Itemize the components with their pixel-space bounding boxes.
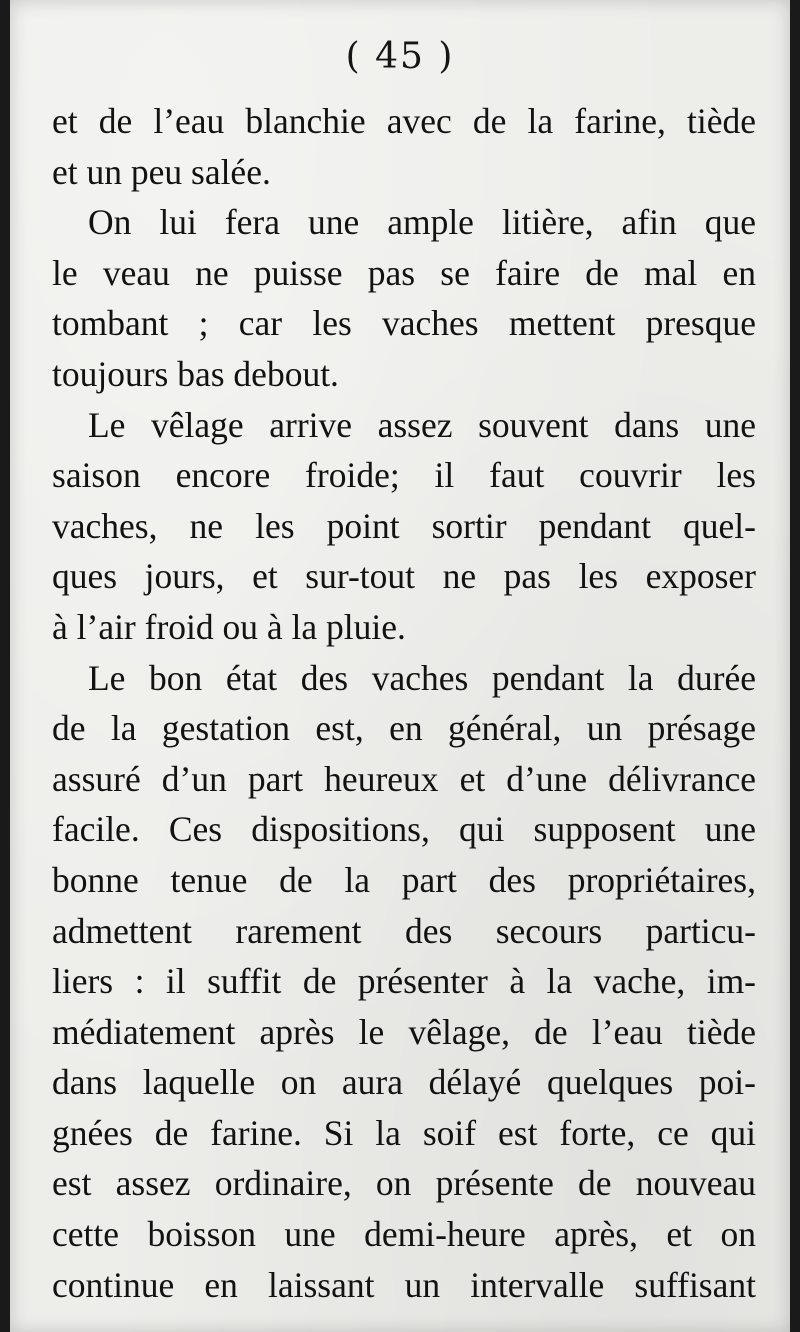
text-line: assuré d’un part heureux et d’une délivrance: [52, 758, 756, 799]
text-line: dans laquelle on aura délayé quelques poi-: [52, 1062, 756, 1103]
text-line: facile. Ces dispositions, qui supposent une: [52, 809, 756, 850]
text-line: ques jours, et sur-tout ne pas les exposer: [52, 556, 756, 597]
page-number: ( 45 ): [345, 36, 455, 77]
text-line: admettent rarement des secours particu-: [52, 910, 756, 951]
text-line: médiatement après le vêlage, de l’eau tiède: [52, 1011, 756, 1052]
text-line: toujours bas debout.: [52, 353, 339, 394]
text-line: Le vêlage arrive assez souvent dans une: [88, 404, 756, 445]
text-line: On lui fera une ample litière, afin que: [88, 202, 756, 243]
text-line: est assez ordinaire, on présente de nouveau: [52, 1163, 756, 1204]
text-line: tombant ; car les vaches mettent presque: [52, 303, 756, 344]
text-line: et un peu salée.: [52, 151, 271, 192]
text-line: Le bon état des vaches pendant la durée: [88, 657, 756, 698]
text-line: bonne tenue de la part des propriétaires,: [52, 859, 756, 900]
book-page: [10, 0, 790, 1332]
text-line: le veau ne puisse pas se faire de mal en: [52, 252, 756, 293]
text-line: cette boisson une demi-heure après, et on: [52, 1214, 756, 1255]
text-line: de la gestation est, en général, un présage: [52, 708, 756, 749]
text-line: gnées de farine. Si la soif est forte, ce qui: [52, 1112, 756, 1153]
text-line: à l’air froid ou à la pluie.: [52, 606, 406, 647]
text-line: et de l’eau blanchie avec de la farine, tiède: [52, 101, 756, 141]
text-line: continue en laissant un intervalle suffisant: [52, 1264, 756, 1305]
body-text: [52, 96, 756, 1310]
text-line: liers : il suffit de présenter à la vache, im-: [52, 961, 756, 1002]
text-line: saison encore froide; il faut couvrir les: [52, 455, 756, 496]
text-line: vaches, ne les point sortir pendant quel-: [52, 505, 756, 546]
